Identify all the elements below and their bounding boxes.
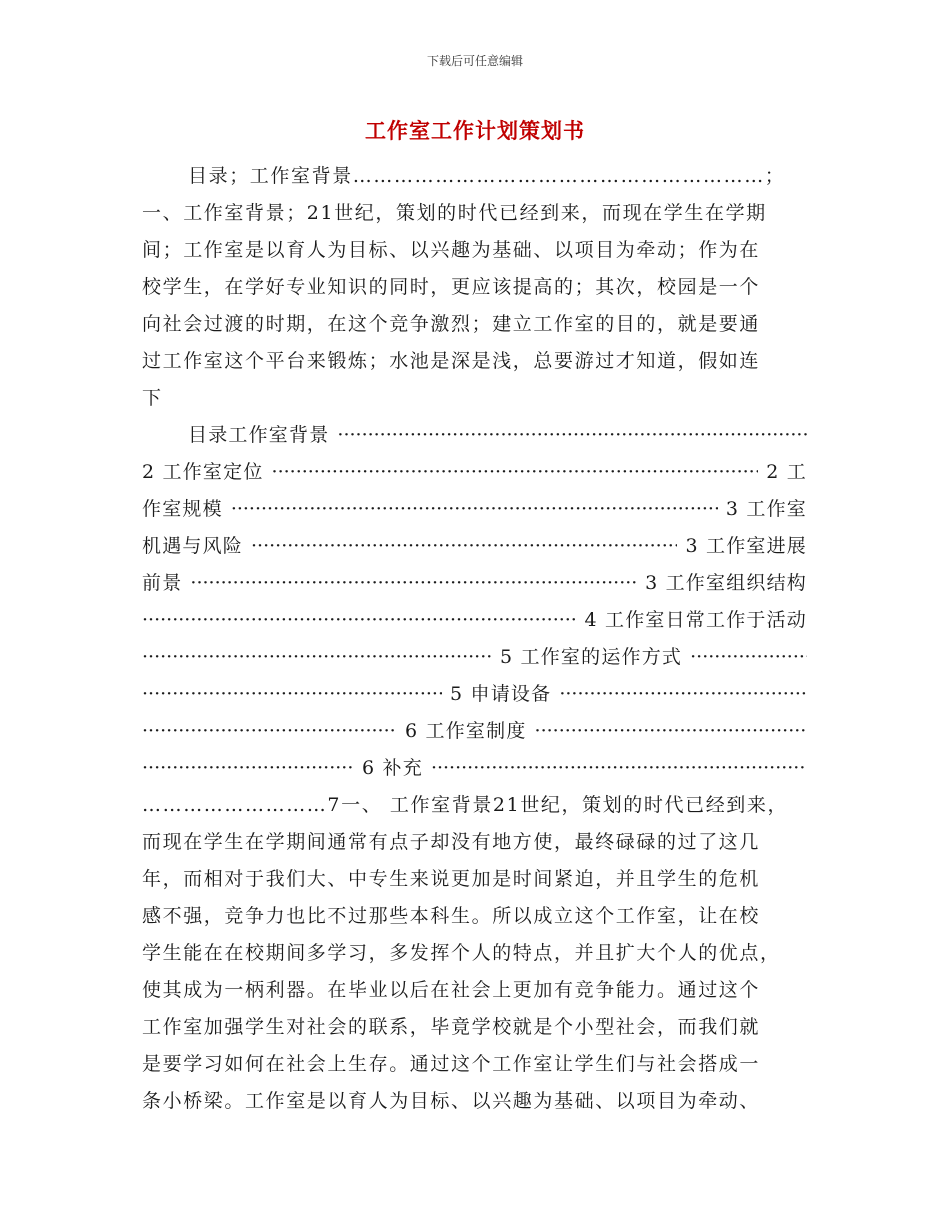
- toc-leader: [559, 676, 807, 713]
- body-line: ………………………7一、 工作室背景21世纪，策划的时代已经到来，: [142, 794, 789, 816]
- toc-leader: [231, 491, 718, 528]
- toc-entry: 3 工作室: [725, 498, 807, 520]
- summary-line: 间；工作室是以育人为目标、以兴趣为基础、以项目为牵动；作为在: [142, 239, 761, 261]
- summary-line: 过工作室这个平台来锻炼；水池是深是浅，总要游过才知道，假如连: [142, 350, 761, 372]
- toc-line: [142, 639, 807, 676]
- toc-leader: [690, 639, 807, 676]
- toc-line: [142, 454, 807, 491]
- toc-line: [142, 491, 807, 528]
- toc-leader: [142, 602, 576, 639]
- body-line: 年，而相对于我们大、中专生来说更加是时间紧迫，并且学生的危机: [142, 868, 761, 890]
- body-line: 是要学习如何在社会上生存。通过这个工作室让学生们与社会搭成一: [142, 1053, 761, 1075]
- toc-entry: 4 工作室日常工作于活动: [584, 609, 807, 631]
- toc-leader: [142, 713, 397, 750]
- toc-entry: 2 工: [766, 461, 807, 483]
- summary-line: 目录；工作室背景……………………………………………………；: [188, 165, 786, 187]
- toc-line: [142, 602, 807, 639]
- toc-entry: 6 工作室制度: [405, 720, 527, 742]
- toc-entry: 5 申请设备: [450, 683, 552, 705]
- toc-entry: 前景: [142, 572, 183, 594]
- toc-line: [142, 417, 807, 454]
- body-line: 工作室加强学生对社会的联系，毕竟学校就是个小型社会，而我们就: [142, 1016, 761, 1038]
- summary-line: 一、工作室背景；21世纪，策划的时代已经到来，而现在学生在学期: [142, 202, 767, 224]
- toc-entry: 机遇与风险: [142, 535, 244, 557]
- toc-leader: [431, 750, 807, 787]
- toc-leader: [251, 528, 677, 565]
- toc-line: [142, 528, 807, 565]
- body-line: 使其成为一柄利器。在毕业以后在社会上更加有竞争能力。通过这个: [142, 979, 761, 1001]
- summary-line: 下: [142, 387, 163, 409]
- toc-leader: [535, 713, 807, 750]
- toc-leader: [142, 750, 354, 787]
- toc-line: [142, 713, 807, 750]
- body-line: 条小桥梁。工作室是以育人为目标、以兴趣为基础、以项目为牵动、: [142, 1090, 761, 1112]
- toc-entry: 6 补充: [362, 757, 423, 779]
- page-header: 下载后可任意编辑: [426, 54, 523, 68]
- toc-line: [142, 676, 807, 713]
- toc-leader: [190, 565, 637, 602]
- toc-leader: [142, 639, 492, 676]
- body-line: 感不强，竞争力也比不过那些本科生。所以成立这个工作室，让在校: [142, 905, 761, 927]
- toc-leader: [337, 417, 807, 454]
- body-line: 而现在学生在学期间通常有点子却没有地方使，最终碌碌的过了这几: [142, 831, 761, 853]
- toc-entry: 3 工作室组织结构: [645, 572, 807, 594]
- summary-line: 校学生，在学好专业知识的同时，更应该提高的；其次，校园是一个: [142, 276, 761, 298]
- summary-line: 向社会过渡的时期，在这个竞争激烈；建立工作室的目的，就是要通: [142, 313, 761, 335]
- toc-leader: [142, 676, 442, 713]
- toc-line: [142, 750, 807, 787]
- toc-entry: 作室规模: [142, 498, 223, 520]
- toc-leader: [272, 454, 759, 491]
- toc-entry: 2 工作室定位: [142, 461, 264, 483]
- document-title: 工作室工作计划策划书: [365, 118, 585, 143]
- toc-line: [142, 565, 807, 602]
- toc-entry: 3 工作室进展: [685, 535, 807, 557]
- document-body: [142, 158, 807, 1120]
- toc-entry: 目录工作室背景: [188, 424, 330, 446]
- toc-entry: 5 工作室的运作方式: [500, 646, 683, 668]
- body-line: 学生能在在校期间多学习，多发挥个人的特点，并且扩大个人的优点，: [142, 942, 781, 964]
